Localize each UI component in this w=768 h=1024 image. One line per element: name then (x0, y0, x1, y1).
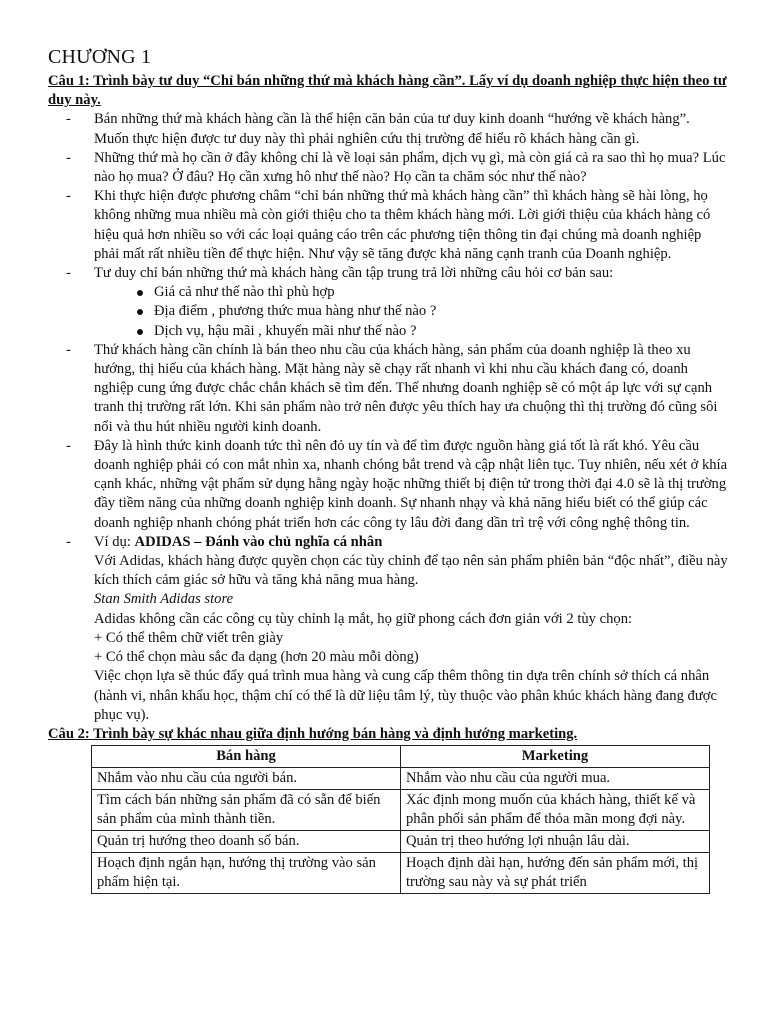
example-prefix: Ví dụ: (94, 533, 135, 550)
table-cell: Hoạch định dài hạn, hướng đến sản phẩm mới, thị trường sau này và sự phát triển (401, 853, 710, 894)
example-italic-caption: Stan Smith Adidas store (94, 591, 234, 608)
table-row (92, 831, 710, 853)
table-cell: Nhắm vào nhu cầu của người bán. (92, 768, 401, 790)
bullet-item: Địa điểm , phương thức mua hàng như thế nào ? (134, 302, 728, 321)
document-page (48, 44, 728, 894)
list-item: - Thứ khách hàng cần chính là bán theo nhu cầu của khách hàng, sản phẩm của doanh nghiệp là theo xu hướng, thị hiếu của khách hàng. Mặt hàng này sẽ chạy rất nhanh vì khi nhu cầu khách đang có, doanh nghiệp cung ứng được chắc chắn khách sẽ tìm đến. Thế nhưng doanh nghiệp sẽ có một áp lực với sự cạnh tranh thị trường rất lớn. Khi sản phẩm nào trở nên được yêu thích hay ưa chuộng thì thị trường đó cũng sôi nổi và thu hút nhiều người kinh doanh. (48, 341, 728, 437)
table-row (92, 853, 710, 894)
example-paragraph: Với Adidas, khách hàng được quyền chọn các tùy chỉnh để tạo nên sản phẩm phiên bản “độc nhất”, điều này kích thích cảm giác sở hữu và tăng khả năng mua hàng. (94, 553, 728, 589)
list-item: - Đây là hình thức kinh doanh tức thì nên đỏ uy tín và để tìm được nguồn hàng giá tốt là rất khó. Yêu cầu doanh nghiệp phải có con mắt nhìn xa, nhanh chóng bắt trend và cập nhật liên tục. Tuy nhiên, nếu xét ở khía cạnh khác, những vật phẩm sử dụng hằng ngày hoặc những thiết bị điện tử trong thời đại 4.0 sẽ là thị trường đầy tiềm năng của những doanh nghiệp kinh doanh. Sự nhanh nhạy và khả năng hiểu biết có thể giúp các doanh nghiệp nhanh chóng phát triển hơn các công ty lâu đời đang dần trì trệ với công nghệ thông tin. (48, 437, 728, 533)
example-paragraph: Việc chọn lựa sẽ thúc đẩy quá trình mua hàng và cung cấp thêm thông tin dựa trên chính sở thích cá nhân (hành vi, nhân khẩu học, thậm chí có thể là dữ liệu tâm lý, tùy thuộc vào phân khúc khách hàng đang được phục vụ). (94, 668, 717, 723)
table-row (92, 768, 710, 790)
bullet-item: Giá cả như thế nào thì phù hợp (134, 283, 728, 302)
list-item: - Bán những thứ mà khách hàng cần là thể hiện căn bản của tư duy kinh doanh “hướng về khách hàng”. Muốn thực hiện được tư duy này thì phải nghiên cứu thị trường để hiểu rõ khách hàng cần gì. (48, 110, 728, 148)
table-cell: Nhắm vào nhu cầu của người mua. (401, 768, 710, 790)
table-header-row (92, 746, 710, 768)
comparison-table (91, 745, 710, 894)
table-header-cell: Marketing (401, 746, 710, 768)
table-header-cell: Bán hàng (92, 746, 401, 768)
example-body (48, 552, 728, 725)
example-option: + Có thể chọn màu sắc đa dạng (hơn 20 màu mỗi dòng) (94, 649, 419, 666)
list-item: - Những thứ mà họ cần ở đây không chỉ là về loại sản phẩm, dịch vụ gì, mà còn giá cả ra sao thì họ mua? Lúc nào họ mua? Ở đâu? Họ cần xưng hô như thế nào? Họ cần ta chăm sóc như thế nào? (48, 149, 728, 187)
bullet-list (94, 283, 728, 341)
example-title: ADIDAS – Đánh vào chủ nghĩa cá nhân (134, 533, 383, 550)
table-cell: Quản trị hướng theo doanh số bán. (92, 831, 401, 853)
table-row (92, 790, 710, 831)
table-cell: Xác định mong muốn của khách hàng, thiết kế và phân phối sản phẩm để thỏa mãn mong đợi này. (401, 790, 710, 831)
table-cell: Quản trị theo hướng lợi nhuận lâu dài. (401, 831, 710, 853)
bullet-item: Dịch vụ, hậu mãi , khuyến mãi như thế nào ? (134, 322, 728, 341)
chapter-title: CHƯƠNG 1 (48, 46, 152, 68)
question-1-list (48, 110, 728, 552)
list-item: - Khi thực hiện được phương châm “chỉ bán những thứ mà khách hàng cần” thì khách hàng sẽ hài lòng, họ không những mua nhiều mà còn giới thiệu cho ta thêm khách hàng mới. Lời giới thiệu của khách hàng có hiệu quả hơn nhiều so với các loại quảng cáo trên các phương tiện thông tin đại chúng mà doanh nghiệp phải mất rất nhiều tiền để thực hiện. Như vậy sẽ tăng được khả năng cạnh tranh của Doanh nghiệp. (48, 187, 728, 264)
list-item-text: Tư duy chỉ bán những thứ mà khách hàng cần tập trung trả lời những câu hỏi cơ bản sau: (94, 265, 614, 282)
question-1-heading: Câu 1: Trình bày tư duy “Chỉ bán những thứ mà khách hàng cần”. Lấy ví dụ doanh nghiệp thực hiện theo tư duy này. (48, 73, 727, 109)
example-paragraph: Adidas không cần các công cụ tùy chỉnh lạ mắt, họ giữ phong cách đơn giản với 2 tùy chọn: (94, 610, 633, 627)
question-2-heading: Câu 2: Trình bày sự khác nhau giữa định hướng bán hàng và định hướng marketing. (48, 725, 578, 742)
table-cell: Tìm cách bán những sản phẩm đã có sẵn để biến sản phẩm của mình thành tiền. (92, 790, 401, 831)
list-item-example (48, 533, 728, 552)
list-item (48, 264, 728, 341)
example-option: + Có thể thêm chữ viết trên giày (94, 629, 284, 646)
table-cell: Hoạch định ngắn hạn, hướng thị trường vào sản phẩm hiện tại. (92, 853, 401, 894)
